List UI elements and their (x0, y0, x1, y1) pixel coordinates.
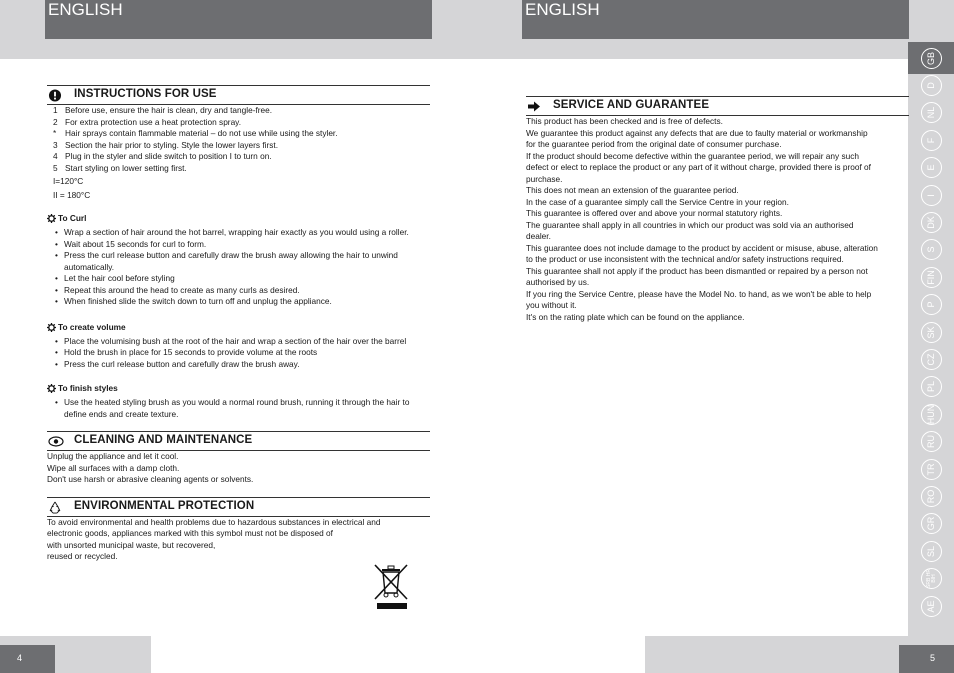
steps-list (47, 105, 430, 174)
language-code-text: S (925, 246, 936, 253)
service-text (526, 116, 909, 323)
list-item-text: Let the hair cool before styling (64, 273, 175, 283)
language-code-text: PL (925, 381, 936, 393)
bullet-icon: • (55, 296, 58, 306)
instructions-title: INSTRUCTIONS FOR USE (74, 88, 217, 100)
page-number-left-text: 4 (17, 653, 23, 663)
language-code-text: SL (925, 545, 936, 557)
environment-title: ENVIRONMENTAL PROTECTION (74, 499, 255, 512)
language-code (921, 212, 942, 233)
list-item-text: Repeat this around the head to create as many curls as desired. (64, 284, 300, 295)
text-line: This guarantee does not include damage to the product by accident or misuse, abuse, alteration (526, 242, 878, 253)
text-line: electronic goods, appliances marked with this symbol must not be disposed of (47, 528, 333, 538)
language-code-text: AE (925, 600, 936, 613)
step-item (47, 105, 430, 117)
language-tab-p[interactable] (908, 293, 954, 317)
list-item-text: Press the curl release button and carefully draw the brush away allowing the hair to unwind automatically. (64, 250, 398, 272)
finish-list (47, 397, 430, 420)
language-code (921, 404, 942, 425)
language-tab-fin[interactable] (908, 265, 954, 289)
text-line: defect or elect to replace the product or any part of it without charge, provided there is proof of (526, 162, 871, 172)
service-heading (526, 96, 909, 116)
instructions-heading (47, 85, 430, 105)
text-line: The guarantee shall apply in all countries in which our product was sold via an authorised (526, 219, 854, 230)
environment-heading (47, 497, 430, 517)
language-tab-gb[interactable] (908, 42, 954, 74)
language-code (921, 459, 942, 480)
language-code (921, 486, 942, 507)
language-code (921, 294, 942, 315)
list-item (47, 296, 430, 308)
step-item (47, 151, 430, 163)
language-tab-e[interactable] (908, 156, 954, 180)
language-tab-sk[interactable] (908, 320, 954, 344)
language-code-text: FIN (925, 269, 936, 285)
header-left (45, 0, 432, 39)
list-item (47, 227, 430, 239)
language-code-text: D (925, 82, 936, 89)
setting-low: I=120°C (53, 176, 84, 186)
service-title: SERVICE AND GUARANTEE (553, 99, 710, 111)
gear-icon (47, 323, 56, 332)
bullet-icon: • (55, 284, 58, 295)
list-item (47, 250, 430, 273)
eye-icon (48, 435, 64, 448)
language-tab-gr[interactable] (908, 512, 954, 536)
text-line: you without it. (526, 300, 577, 310)
list-item (47, 285, 430, 297)
header-right (522, 0, 909, 39)
language-code-text: SRB HR BIH (925, 569, 936, 589)
step-text: For extra protection use a heat protection spray. (65, 116, 242, 127)
language-code (921, 157, 942, 178)
weee-bin-icon (372, 563, 410, 611)
language-code (921, 322, 942, 343)
step-text: Start styling on lower setting first. (65, 162, 187, 173)
curl-heading (47, 213, 430, 224)
bullet-icon: • (55, 397, 58, 407)
language-code-text: SK (925, 326, 936, 339)
text-line: purchase. (526, 173, 563, 184)
language-bar (908, 39, 954, 637)
step-item (47, 163, 430, 175)
language-tab-ru[interactable] (908, 430, 954, 454)
step-text: Hair sprays contain flammable material – do not use while using the styler. (65, 128, 338, 138)
language-code (921, 596, 942, 617)
language-code (921, 102, 942, 123)
language-code-text: I (925, 193, 936, 197)
language-code (921, 376, 942, 397)
cleaning-text (47, 451, 430, 486)
gear-icon (47, 384, 56, 393)
language-code-text: DK (925, 216, 936, 229)
header-left-title: ENGLISH (48, 0, 123, 19)
bullet-icon: • (55, 227, 58, 237)
header-right-title: ENGLISH (525, 0, 600, 19)
recycle-icon (48, 501, 62, 514)
step-item (47, 140, 430, 152)
language-code (921, 130, 942, 151)
language-code (921, 48, 942, 69)
language-tab-pl[interactable] (908, 375, 954, 399)
language-code-text: RO (925, 489, 936, 504)
step-text: Plug in the styler and slide switch to position I to turn on. (65, 151, 272, 161)
list-item-text: Use the heated styling brush as you would a normal round brush, running it through the hair to define ends and create texture. (64, 397, 410, 419)
list-item-text: Press the curl release button and carefully draw the brush away. (64, 358, 300, 369)
page-number-left (0, 645, 55, 673)
text-line: In the case of a guarantee simply call the Service Centre in your region. (526, 196, 789, 207)
text-line: This product has been checked and is free of defects. (526, 116, 723, 126)
language-tab-nl[interactable] (908, 101, 954, 125)
list-item-text: Hold the brush in place for 15 seconds to provide volume at the roots (64, 347, 318, 357)
language-tab-cz[interactable] (908, 347, 954, 371)
setting-high: II = 180°C (53, 189, 91, 200)
text-line: It's on the rating plate which can be found on the appliance. (526, 311, 745, 322)
page-number-right (899, 645, 954, 673)
list-item (47, 273, 430, 285)
language-code-text: HUN (925, 404, 936, 424)
step-item (47, 117, 430, 129)
language-code-text: CZ (925, 353, 936, 366)
language-tab-ae[interactable] (908, 594, 954, 618)
list-item (47, 347, 430, 359)
language-code-text: P (925, 301, 936, 308)
text-line: This does not mean an extension of the guarantee period. (526, 185, 739, 195)
list-item (47, 397, 430, 420)
text-line: We guarantee this product against any defects that are due to faulty material or workmanship (526, 127, 868, 138)
language-code (921, 267, 942, 288)
step-number: 4 (53, 151, 58, 161)
language-code (921, 185, 942, 206)
bullet-icon: • (55, 335, 58, 346)
list-item-text: Place the volumising bush at the root of the hair and wrap a section of the hair over the barrel (64, 335, 407, 346)
text-line: This guarantee shall not apply if the product has been dismantled or repaired by a person not (526, 265, 868, 276)
text-line: To avoid environmental and health problems due to hazardous substances in electrical and (47, 516, 381, 527)
step-number: * (53, 128, 57, 138)
finish-title: To finish styles (58, 383, 118, 393)
volume-title: To create volume (58, 321, 126, 332)
language-code-text: TR (925, 463, 936, 475)
finish-heading (47, 383, 430, 394)
curl-list (47, 227, 430, 308)
gear-icon (47, 214, 56, 223)
language-code (921, 349, 942, 370)
language-tab-d[interactable] (908, 73, 954, 97)
language-tab-ro[interactable] (908, 484, 954, 508)
step-text: Section the hair prior to styling. Style the lower layers first. (65, 139, 279, 150)
bullet-icon: • (55, 358, 58, 369)
language-tab-s[interactable] (908, 238, 954, 262)
volume-list (47, 336, 430, 371)
info-icon (48, 89, 62, 102)
language-code-text: E (925, 164, 936, 171)
step-number: 1 (53, 105, 58, 115)
text-line: Wipe all surfaces with a damp cloth. (47, 462, 180, 473)
step-number: 3 (53, 139, 58, 150)
language-tab-sl[interactable] (908, 539, 954, 563)
language-code-text: GR (925, 517, 936, 531)
language-tab-srb-hr-bih[interactable] (908, 567, 954, 591)
left-column (47, 85, 430, 563)
language-code-text: F (925, 137, 936, 143)
language-code (921, 431, 942, 452)
language-code (921, 568, 942, 589)
list-item-text: Wait about 15 seconds for curl to form. (64, 238, 207, 249)
text-line: to the product or use inconsistent with the technical and/or safety instructions required. (526, 254, 844, 264)
page-number-right-text: 5 (930, 653, 936, 663)
language-tab-dk[interactable] (908, 210, 954, 234)
text-line: Unplug the appliance and let it cool. (47, 451, 179, 461)
language-code-text: RU (925, 435, 936, 449)
list-item-text: When finished slide the switch down to turn off and unplug the appliance. (64, 296, 332, 306)
bullet-icon: • (55, 250, 58, 260)
list-item-text: Wrap a section of hair around the hot barrel, wrapping hair exactly as you would using a roller. (64, 227, 409, 237)
text-line: reused or recycled. (47, 551, 118, 561)
cleaning-heading (47, 431, 430, 451)
language-code (921, 75, 942, 96)
bullet-icon: • (55, 273, 58, 283)
language-tab-f[interactable] (908, 128, 954, 152)
step-number: 2 (53, 116, 58, 127)
list-item (47, 359, 430, 371)
language-tab-hun[interactable] (908, 402, 954, 426)
text-line: authorised by us. (526, 277, 590, 287)
text-line: Don't use harsh or abrasive cleaning agents or solvents. (47, 474, 254, 484)
language-tab-i[interactable] (908, 183, 954, 207)
text-line: If the product should become defective within the guarantee period, we will repair any such (526, 150, 859, 161)
step-text: Before use, ensure the hair is clean, dry and tangle-free. (65, 105, 273, 115)
arrow-right-icon (527, 100, 541, 113)
language-tab-tr[interactable] (908, 457, 954, 481)
step-number: 5 (53, 162, 58, 173)
text-line: for the guarantee period from the original date of consumer purchase. (526, 139, 782, 149)
bullet-icon: • (55, 238, 58, 249)
bullet-icon: • (55, 347, 58, 357)
language-code-text: GB (925, 51, 936, 65)
language-code-text: NL (925, 107, 936, 119)
language-code (921, 239, 942, 260)
volume-heading (47, 322, 430, 333)
environment-text (47, 517, 430, 563)
text-line: This guarantee is offered over and above your normal statutory rights. (526, 208, 783, 218)
cleaning-title: CLEANING AND MAINTENANCE (74, 434, 253, 446)
language-code (921, 513, 942, 534)
text-line: dealer. (526, 231, 551, 241)
text-line: with unsorted municipal waste, but recovered, (47, 539, 216, 550)
step-item (47, 128, 430, 140)
language-code (921, 541, 942, 562)
text-line: If you ring the Service Centre, please have the Model No. to hand, as we won't be able to help (526, 288, 872, 299)
list-item (47, 336, 430, 348)
right-column (526, 96, 909, 323)
curl-title: To Curl (58, 213, 87, 223)
list-item (47, 239, 430, 251)
